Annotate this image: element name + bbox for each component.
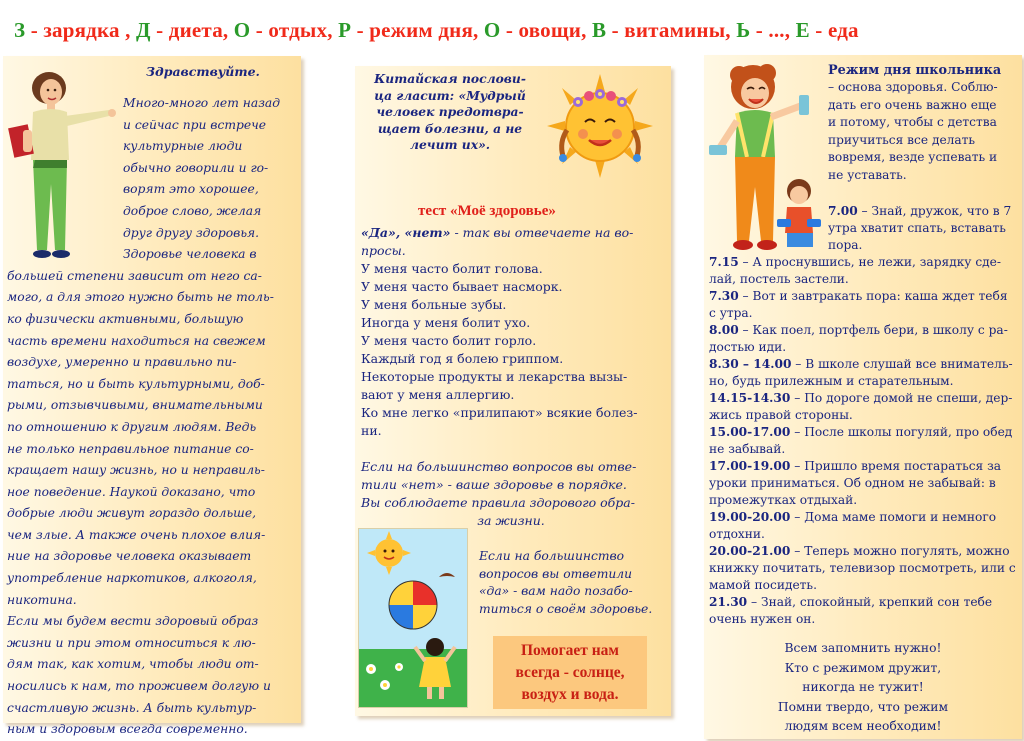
test-question: Некоторые продукты и лекарства вызы- [361, 369, 628, 384]
greeting-line: по отношению к другим людям. Ведь [7, 419, 257, 434]
test-title: тест «Моё здоровье» [418, 203, 556, 219]
regime-intro-line: – основа здоровья. Соблю- [828, 80, 998, 94]
test-intro-line2: просы. [361, 243, 406, 258]
greeting-line: воздухе, умеренно и правильно пи- [7, 355, 237, 370]
daily-schedule [709, 203, 1019, 628]
greeting-line: жизни и при этом относиться к лю- [7, 635, 256, 650]
proverb-line: щает болезни, а не [377, 120, 523, 136]
greeting-line: обычно говорили и го- [123, 160, 269, 175]
schedule-text: – Теперь можно погулять, можно [790, 544, 1010, 558]
acronym-letter: О [483, 18, 501, 42]
schedule-time: 15.00-17.00 [709, 425, 791, 439]
schedule-time: 20.00-21.00 [709, 544, 791, 558]
schedule-text: пора. [828, 238, 863, 252]
greeting-line: ное поведение. Наукой доказано, что [7, 484, 256, 499]
schedule-text: достью иди. [709, 340, 787, 354]
schedule-line [709, 475, 1019, 492]
greeting-line: рыми, отзывчивыми, внимательными [7, 398, 263, 413]
schedule-text: – Знай, дружок, что в 7 [857, 204, 1012, 218]
schedule-line [709, 543, 1019, 560]
chinese-proverb [360, 71, 540, 154]
proverb-line: лечит их». [409, 137, 491, 152]
schedule-text: с утра. [709, 306, 753, 320]
test-question: У меня часто бывает насморк. [361, 279, 563, 294]
acronym-letter: З [14, 18, 26, 42]
acronym-letter: Ь [736, 18, 751, 42]
regime-intro-line: и потому, чтобы с детства [828, 115, 997, 129]
acronym-letter: Д [136, 18, 151, 42]
kids-picture-card [358, 528, 468, 708]
schedule-time: 7.00 [828, 204, 858, 218]
schedule-line [709, 509, 1019, 526]
acronym-letter: Е [795, 18, 810, 42]
greeting-line: кращает нашу жизнь, но и неправиль- [7, 463, 265, 478]
greeting-body [7, 93, 297, 741]
greeting-line: ным и здоровым всегда современно. [7, 722, 248, 737]
greeting-line: никотина. [7, 592, 77, 607]
greeting-line: ворят это хорошее, [123, 182, 259, 197]
acronym-word: - витамины, [606, 18, 737, 42]
yes-result-line: вопросов вы ответили [479, 566, 633, 581]
schedule-line [709, 390, 1019, 407]
greeting-line: друг другу здоровья. [123, 225, 260, 240]
greeting-line: не только неправильное питание со- [7, 441, 254, 456]
proverb-line: ца гласит: «Мудрый [374, 87, 526, 103]
greeting-column [3, 56, 301, 737]
schedule-line [709, 305, 1019, 322]
schedule-text: не забывай. [709, 442, 786, 456]
yes-result-line: титься о своём здоровье. [479, 601, 653, 616]
regime-intro [828, 79, 1021, 184]
schedule-line [709, 322, 1019, 339]
test-question: вают у меня аллергию. [361, 387, 515, 402]
acronym-header [14, 18, 1014, 48]
schedule-text: – В школе слушай все вниматель- [791, 357, 1013, 371]
schedule-text: книжку почитать, телевизор посмотреть, или с [709, 561, 1016, 575]
greeting-line: Если мы будем вести здоровый образ [7, 614, 259, 629]
schedule-line [709, 492, 1019, 509]
yes-result-text [479, 548, 664, 618]
regime-poem [704, 639, 1022, 737]
yes-result-line: Если на большинство [479, 549, 625, 563]
schedule-line [709, 458, 1019, 475]
acronym-word: - зарядка , [25, 18, 137, 42]
acronym-word: - овощи, [500, 18, 592, 42]
schedule-time: 17.00-19.00 [709, 459, 791, 473]
regime-intro-line: приучиться все делать [828, 132, 976, 147]
acronym-letter: Р [338, 18, 352, 42]
yes-result-line: «да» - вам надо позабо- [479, 584, 633, 598]
schedule-time: 7.30 [709, 289, 739, 303]
schedule-text: – Вот и завтракать пора: каша ждет тебя [738, 289, 1008, 303]
greeting-line: употребление наркотиков, алкоголя, [7, 571, 257, 586]
poem-line: Кто с режимом дружит, [784, 660, 942, 675]
schedule-line [709, 220, 1019, 237]
schedule-time: 8.30 – 14.00 [709, 357, 792, 371]
schedule-time: 14.15-14.30 [709, 391, 791, 405]
schedule-line [709, 373, 1019, 390]
helps-line: всегда - солнце, [515, 664, 625, 681]
schedule-text: утра хватит спать, вставать [828, 221, 1006, 235]
regime-title: Режим дня школьника [828, 63, 1002, 78]
test-question: Ко мне легко «прилипают» всякие болез- [361, 405, 638, 420]
greeting-line: таться, но и быть культурными, доб- [7, 376, 265, 391]
test-question: ни. [361, 423, 382, 438]
schedule-line [709, 424, 1019, 441]
health-test-column [355, 66, 671, 716]
test-question: Каждый год я болею гриппом. [361, 351, 564, 366]
acronym-word: - диета, [150, 18, 234, 42]
schedule-line [709, 594, 1019, 611]
greeting-line: и сейчас при встрече [123, 117, 267, 132]
schedule-line [709, 407, 1019, 424]
schedule-time: 19.00-20.00 [709, 510, 791, 524]
schedule-text: – Дома маме помоги и немного [790, 510, 997, 524]
acronym-letter: О [233, 18, 251, 42]
schedule-time: 8.00 [709, 323, 739, 337]
poem-line: Всем запомнить нужно! [784, 641, 942, 655]
schedule-text: мамой посидеть. [709, 578, 817, 592]
schedule-text: отдохни. [709, 527, 765, 541]
greeting-line: часть времени находиться на свежем [7, 333, 266, 348]
schedule-line [709, 339, 1019, 356]
schedule-text: – Знай, спокойный, крепкий сон тебе [747, 595, 993, 609]
schedule-line [709, 288, 1019, 305]
proverb-line: Китайская послови- [374, 71, 526, 86]
schedule-line [709, 203, 1019, 220]
schedule-line [709, 356, 1019, 373]
schedule-text: – После школы погуляй, про обед [790, 425, 1013, 439]
helps-line: воздух и вода. [521, 686, 619, 703]
acronym-word: - отдых, [250, 18, 339, 42]
proverb-line: человек предотвра- [376, 104, 524, 119]
sun-face-illustration [545, 72, 655, 180]
child-with-ball-illustration [359, 529, 467, 707]
greeting-line: чем злые. А также очень плохое влия- [7, 527, 266, 542]
greeting-line: носились к нам, то проживем долгую и [7, 679, 271, 694]
acronym-word: - ..., [750, 18, 796, 42]
schedule-time: 21.30 [709, 595, 748, 609]
greeting-title: Здравствуйте. [146, 64, 260, 79]
acronym-letter: В [591, 18, 607, 42]
schedule-text: уроки приниматься. Об одном не забывай: в [709, 476, 996, 490]
test-question: У меня больные зубы. [361, 297, 507, 312]
schedule-line [709, 526, 1019, 543]
schedule-text: – По дороге домой не спеши, дер- [790, 391, 1013, 405]
schedule-line [709, 441, 1019, 458]
test-intro-answers: «Да», «нет» [361, 225, 451, 240]
test-question: У меня часто болит голова. [361, 261, 543, 276]
greeting-line: культурные люди [123, 139, 243, 154]
poem-line: Помни твердо, что режим [777, 699, 949, 714]
regime-intro-line: вовремя, везде успевать и [828, 150, 998, 164]
acronym-word: - режим дня, [351, 18, 484, 42]
regime-intro-line: дать его очень важно еще [828, 97, 997, 112]
schedule-time: 7.15 [709, 255, 739, 269]
poem-line: людям всем необходим! [784, 719, 942, 733]
greeting-line: доброе слово, желая [123, 203, 262, 218]
schedule-line [709, 271, 1019, 288]
test-intro-text: - так вы отвечаете на во- [450, 225, 634, 240]
schedule-text: очень нужен он. [709, 612, 816, 626]
schedule-line [709, 254, 1019, 271]
greeting-line: мого, а для этого нужно быть не толь- [7, 290, 274, 305]
greeting-line: ко физически активными, большую [7, 311, 244, 326]
no-result-line: Если на большинство вопросов вы отве- [361, 459, 637, 474]
poem-line: никогда не тужит! [802, 680, 924, 694]
schedule-text: – Пришло время постараться за [790, 459, 1002, 473]
regime-intro-line: не уставать. [828, 167, 907, 182]
greeting-line: Много-много лет назад [123, 96, 281, 110]
schedule-line [709, 611, 1019, 628]
no-result-line: тили «нет» - ваше здоровье в порядке. [361, 477, 627, 492]
schedule-line [709, 237, 1019, 254]
greeting-line: большей степени зависит от него са- [7, 268, 262, 283]
schedule-text: лай, постель застели. [709, 272, 849, 286]
no-result-line: Вы соблюдаете правила здорового обра- [361, 495, 635, 510]
schedule-text: – Как поел, портфель бери, в школу с ра- [738, 323, 1008, 337]
schedule-text: – А проснувшись, не лежи, зарядку сде- [738, 255, 1002, 269]
test-question: У меня часто болит горло. [361, 333, 537, 348]
greeting-line: дям так, как хотим, чтобы люди от- [7, 657, 259, 672]
test-questions [361, 224, 661, 530]
greeting-line: ние на здоровье человека оказывает [7, 549, 252, 564]
schedule-text: жись правой стороны. [709, 408, 853, 422]
acronym-word: - еда [809, 18, 859, 42]
helps-line: Помогает нам [520, 642, 619, 659]
schedule-text: промежутках отдыхай. [709, 493, 858, 507]
greeting-line: счастливую жизнь. А быть культур- [7, 700, 257, 715]
no-result-line: за жизни. [477, 513, 545, 528]
greeting-line: добрые люди живут гораздо дольше, [7, 506, 256, 521]
sun-air-water-box [493, 636, 647, 709]
greeting-line: Здоровье человека в [123, 247, 257, 262]
test-question: Иногда у меня болит ухо. [361, 315, 531, 330]
schedule-line [709, 560, 1019, 577]
schedule-line [709, 577, 1019, 594]
daily-regime-column [704, 55, 1022, 739]
schedule-text: но, будь прилежным и старательным. [709, 374, 954, 388]
